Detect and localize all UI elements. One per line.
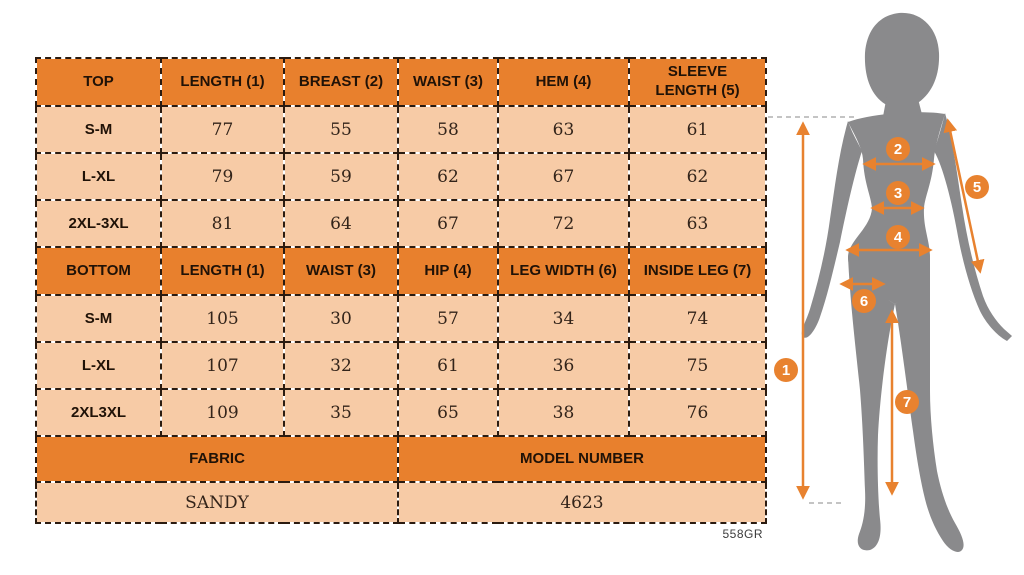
marker-number: 2 xyxy=(893,141,903,158)
size-chart-table xyxy=(35,57,767,524)
marker-number: 6 xyxy=(859,293,869,310)
cell-value: 35 xyxy=(284,389,398,436)
marker-number: 7 xyxy=(902,394,912,411)
model-number-value: 4623 xyxy=(398,482,766,523)
header-hem-4: HEM (4) xyxy=(498,58,629,106)
cell-value: 75 xyxy=(629,342,766,389)
header-length-1: LENGTH (1) xyxy=(161,58,284,106)
table-row-top-2xl3xl xyxy=(36,200,766,247)
female-silhouette xyxy=(802,13,1012,552)
footer-value-row xyxy=(36,482,766,523)
table-row-bottom-2xl3xl xyxy=(36,389,766,436)
cell-value: 72 xyxy=(498,200,629,247)
marker-number: 1 xyxy=(781,362,791,379)
cell-value: 61 xyxy=(398,342,498,389)
header-breast-2: BREAST (2) xyxy=(284,58,398,106)
cell-value: 36 xyxy=(498,342,629,389)
cell-value: 67 xyxy=(498,153,629,200)
cell-value: 32 xyxy=(284,342,398,389)
header-waist-3: WAIST (3) xyxy=(398,58,498,106)
figure-diagram xyxy=(764,0,1024,575)
cell-value: 67 xyxy=(398,200,498,247)
size-label: L-XL xyxy=(36,342,161,389)
cell-value: 38 xyxy=(498,389,629,436)
cell-value: 62 xyxy=(629,153,766,200)
header-leg-width-6: LEG WIDTH (6) xyxy=(498,247,629,295)
cell-value: 107 xyxy=(161,342,284,389)
style-code: 558GR xyxy=(722,527,763,541)
size-label: L-XL xyxy=(36,153,161,200)
cell-value: 58 xyxy=(398,106,498,153)
header-hip-4: HIP (4) xyxy=(398,247,498,295)
silhouette-right-arm xyxy=(934,113,1012,341)
cell-value: 77 xyxy=(161,106,284,153)
cell-value: 74 xyxy=(629,295,766,342)
cell-value: 64 xyxy=(284,200,398,247)
bottom-header-row xyxy=(36,247,766,295)
cell-value: 62 xyxy=(398,153,498,200)
cell-value: 81 xyxy=(161,200,284,247)
footer-header-row xyxy=(36,436,766,482)
header-length-1: LENGTH (1) xyxy=(161,247,284,295)
size-label: S-M xyxy=(36,106,161,153)
table-row-bottom-sm xyxy=(36,295,766,342)
header-top: TOP xyxy=(36,58,161,106)
top-header-row xyxy=(36,58,766,106)
cell-value: 105 xyxy=(161,295,284,342)
cell-value: 63 xyxy=(498,106,629,153)
cell-value: 57 xyxy=(398,295,498,342)
cell-value: 30 xyxy=(284,295,398,342)
table-row-top-sm xyxy=(36,106,766,153)
size-label: S-M xyxy=(36,295,161,342)
marker-number: 5 xyxy=(972,179,982,196)
header-sleeve-length-5: SLEEVE LENGTH (5) xyxy=(629,58,766,106)
fabric-value: SANDY xyxy=(36,482,398,523)
cell-value: 59 xyxy=(284,153,398,200)
size-label: 2XL3XL xyxy=(36,389,161,436)
cell-value: 65 xyxy=(398,389,498,436)
header-inside-leg-7: INSIDE LEG (7) xyxy=(629,247,766,295)
cell-value: 109 xyxy=(161,389,284,436)
cell-value: 79 xyxy=(161,153,284,200)
table-row-bottom-lxl xyxy=(36,342,766,389)
header-bottom: BOTTOM xyxy=(36,247,161,295)
marker-number: 3 xyxy=(893,185,903,202)
cell-value: 61 xyxy=(629,106,766,153)
header-fabric: FABRIC xyxy=(36,436,398,482)
cell-value: 34 xyxy=(498,295,629,342)
size-label: 2XL-3XL xyxy=(36,200,161,247)
header-model-number: MODEL NUMBER xyxy=(398,436,766,482)
cell-value: 55 xyxy=(284,106,398,153)
marker-number: 4 xyxy=(893,229,903,246)
cell-value: 63 xyxy=(629,200,766,247)
silhouette-head xyxy=(865,13,939,107)
header-waist-3: WAIST (3) xyxy=(284,247,398,295)
table-row-top-lxl xyxy=(36,153,766,200)
cell-value: 76 xyxy=(629,389,766,436)
